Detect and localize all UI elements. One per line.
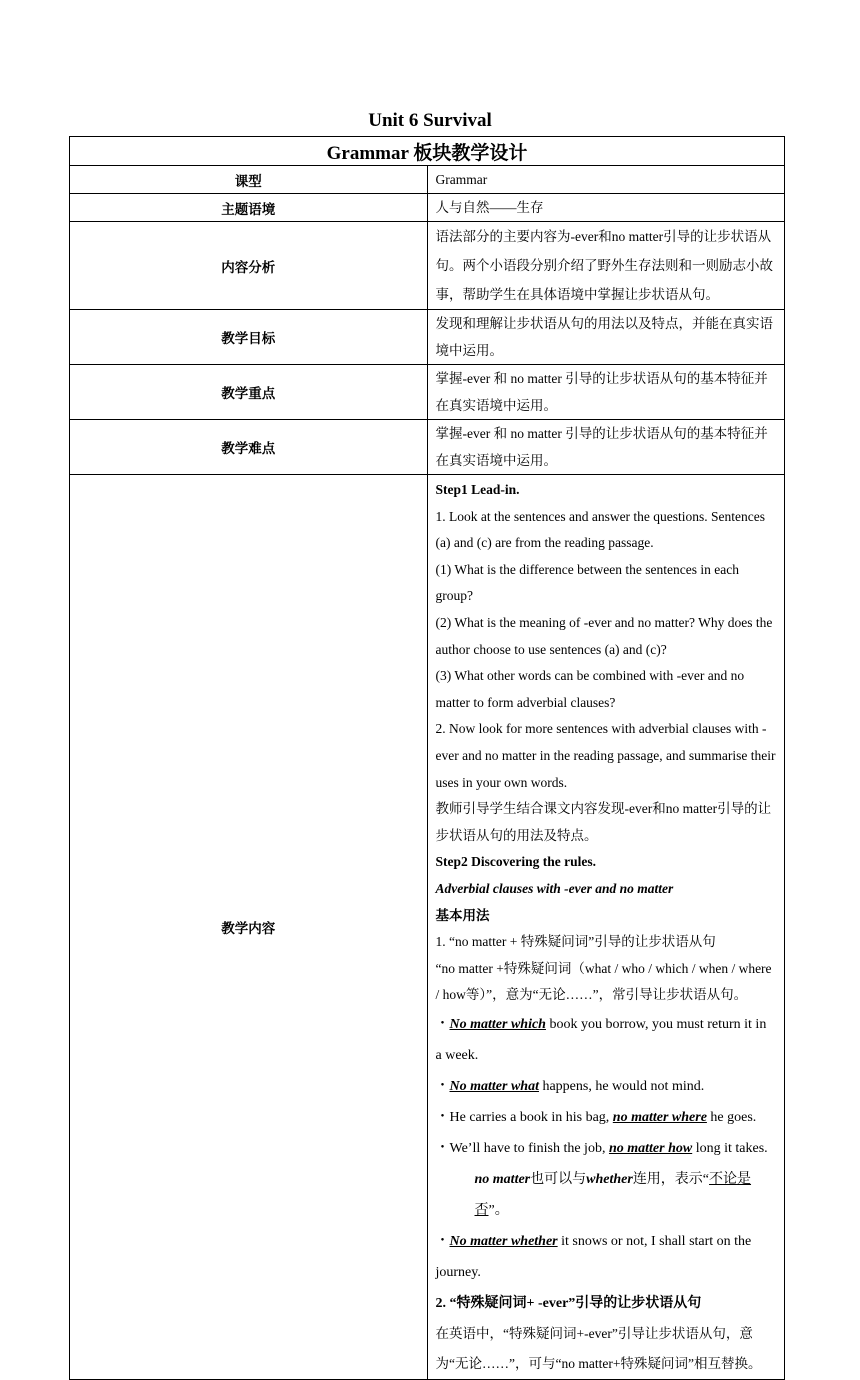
step1-item-2: 2. Now look for more sentences with adverbial clauses with -ever and no matter in the reading passage, and summarise their uses in your own words. <box>435 721 776 790</box>
row-value: 掌握-ever 和 no matter 引导的让步状语从句的基本特征并在真实语境中运用。 <box>427 420 785 475</box>
step1-heading: Step1 Lead-in. <box>435 482 520 497</box>
bullet: ・ <box>435 1233 450 1249</box>
row-value: Grammar <box>427 166 785 194</box>
point2-description: 在英语中，“特殊疑问词+-ever”引导让步状语从句，意为“无论……”，可与“no matter+特殊疑问词”相互替换。 <box>435 1325 762 1371</box>
bullet: ・ <box>435 1140 450 1156</box>
table-row-content <box>70 475 785 1380</box>
row-label: 教学目标 <box>70 310 428 365</box>
table-row <box>70 166 785 194</box>
step1-question-2: (2) What is the meaning of -ever and no matter? Why does the author choose to use sentences (a) and (c)? <box>435 614 773 657</box>
note-text: 连用，表示“ <box>632 1171 710 1187</box>
row-label: 教学内容 <box>70 475 428 1380</box>
emphasis: No matter whether <box>449 1233 558 1249</box>
sentence-text: We’ll have to finish the job, <box>449 1140 609 1156</box>
point1-heading: 1. “no matter + 特殊疑问词”引导的让步状语从句 <box>435 934 716 950</box>
example-sentence <box>436 1226 777 1288</box>
emphasis: No matter what <box>449 1078 539 1094</box>
row-value: 人与自然——生存 <box>427 194 785 222</box>
emphasis: No matter which <box>449 1016 546 1032</box>
sentence-text: happens, he would not mind. <box>538 1078 705 1094</box>
whether-note <box>436 1164 777 1226</box>
teaching-content <box>427 475 785 1380</box>
step1-note: 教师引导学生结合课文内容发现-ever和no matter引导的让步状语从句的用法及特点。 <box>435 801 772 843</box>
note-term: no matter <box>474 1171 531 1187</box>
emphasis: no matter how <box>608 1140 693 1156</box>
step1-question-1: (1) What is the difference between the sentences in each group? <box>435 561 739 604</box>
note-text: 也可以与 <box>530 1171 587 1187</box>
table-subtitle: Grammar 板块教学设计 <box>70 137 785 166</box>
emphasis: no matter where <box>612 1109 707 1125</box>
row-label: 内容分析 <box>70 222 428 310</box>
step2-heading: Step2 Discovering the rules. <box>435 854 596 870</box>
bullet: ・ <box>435 1109 450 1125</box>
basic-usage-heading: 基本用法 <box>435 907 490 924</box>
row-value: 掌握-ever 和 no matter 引导的让步状语从句的基本特征并在真实语境中运用。 <box>427 365 785 420</box>
row-label: 教学难点 <box>70 420 428 475</box>
row-value: 语法部分的主要内容为-ever和no matter引导的让步状语从句。两个小语段分别介绍了野外生存法则和一则励志小故事，帮助学生在具体语境中掌握让步状语从句。 <box>427 222 785 310</box>
example-sentence <box>436 1133 777 1164</box>
note-term: whether <box>586 1171 633 1187</box>
table-row <box>70 310 785 365</box>
note-emphasis: 不论是否 <box>474 1171 752 1218</box>
step2-subheading: Adverbial clauses with -ever and no matter <box>435 880 674 896</box>
row-label: 课型 <box>70 166 428 194</box>
note-text: ”。 <box>488 1202 509 1218</box>
row-label: 主题语境 <box>70 194 428 222</box>
sentence-text: book you borrow, you must return it in a week. <box>435 1016 767 1063</box>
table-row <box>70 222 785 310</box>
lesson-plan-table <box>69 136 785 1380</box>
step1-question-3: (3) What other words can be combined with -ever and no matter to form adverbial clauses? <box>435 668 745 710</box>
bullet: ・ <box>435 1016 450 1032</box>
step1-item-1: 1. Look at the sentences and answer the questions. Sentences (a) and (c) are from the reading passage. <box>435 508 766 551</box>
point2-heading: 2. “特殊疑问词+ -ever”引导的让步状语从句 <box>435 1295 702 1311</box>
example-sentence <box>436 1071 777 1102</box>
row-value: 发现和理解让步状语从句的用法以及特点，并能在真实语境中运用。 <box>427 310 785 365</box>
bullet: ・ <box>435 1078 450 1094</box>
table-row <box>70 420 785 475</box>
row-label: 教学重点 <box>70 365 428 420</box>
sentence-text: it snows or not, I shall start on the journey. <box>435 1233 752 1280</box>
table-row <box>70 194 785 222</box>
point1-description: “no matter +特殊疑问词（what / who / which / when / where / how等）”，意为“无论……”，常引导让步状语从句。 <box>435 960 772 1003</box>
example-sentence <box>436 1009 777 1071</box>
example-sentence <box>436 1102 777 1133</box>
sentence-text: long it takes. <box>692 1140 768 1156</box>
document-title: Unit 6 Survival <box>368 110 492 131</box>
table-row <box>70 365 785 420</box>
sentence-text: he goes. <box>706 1109 757 1125</box>
sentence-text: He carries a book in his bag, <box>449 1109 613 1125</box>
table-header-row <box>70 137 785 166</box>
